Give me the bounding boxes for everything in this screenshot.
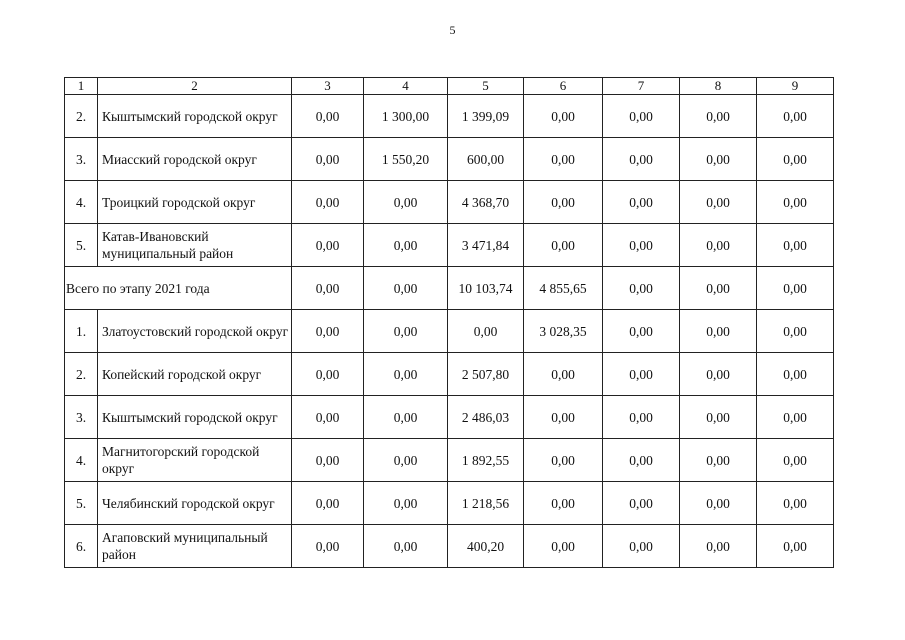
table-row [65, 310, 834, 353]
value-cell: 0,00 [757, 95, 834, 138]
table-row [65, 482, 834, 525]
municipality-name: Златоустовский городской округ [98, 310, 292, 353]
header-cell: 2 [98, 78, 292, 95]
header-cell: 7 [603, 78, 680, 95]
table-row [65, 181, 834, 224]
value-cell: 0,00 [292, 439, 364, 482]
value-cell: 10 103,74 [448, 267, 524, 310]
value-cell: 0,00 [524, 525, 603, 568]
value-cell: 1 399,09 [448, 95, 524, 138]
municipality-name: Агаповский муниципальный район [98, 525, 292, 568]
table-row [65, 95, 834, 138]
value-cell: 0,00 [292, 138, 364, 181]
header-cell: 4 [364, 78, 448, 95]
header-cell: 8 [680, 78, 757, 95]
table-row [65, 439, 834, 482]
total-row [65, 267, 834, 310]
value-cell: 0,00 [680, 353, 757, 396]
table-row [65, 224, 834, 267]
header-cell: 9 [757, 78, 834, 95]
value-cell: 4 368,70 [448, 181, 524, 224]
value-cell: 0,00 [757, 138, 834, 181]
value-cell: 0,00 [292, 353, 364, 396]
value-cell: 0,00 [292, 310, 364, 353]
header-cell: 1 [65, 78, 98, 95]
value-cell: 0,00 [603, 224, 680, 267]
row-number: 1. [65, 310, 98, 353]
header-cell: 6 [524, 78, 603, 95]
value-cell: 0,00 [448, 310, 524, 353]
value-cell: 0,00 [757, 310, 834, 353]
value-cell: 0,00 [757, 224, 834, 267]
value-cell: 0,00 [364, 439, 448, 482]
value-cell: 1 218,56 [448, 482, 524, 525]
municipality-name: Кыштымский городской округ [98, 396, 292, 439]
value-cell: 0,00 [292, 224, 364, 267]
value-cell: 0,00 [603, 95, 680, 138]
row-number: 3. [65, 138, 98, 181]
value-cell: 0,00 [757, 525, 834, 568]
funding-table [64, 77, 834, 568]
table-body [65, 78, 834, 568]
value-cell: 400,20 [448, 525, 524, 568]
value-cell: 0,00 [603, 353, 680, 396]
value-cell: 0,00 [364, 396, 448, 439]
value-cell: 0,00 [680, 310, 757, 353]
table-header-row [65, 78, 834, 95]
row-number: 3. [65, 396, 98, 439]
total-label: Всего по этапу 2021 года [65, 267, 292, 310]
page-number: 5 [449, 23, 456, 37]
row-number: 4. [65, 439, 98, 482]
value-cell: 0,00 [680, 439, 757, 482]
value-cell: 0,00 [603, 138, 680, 181]
municipality-name: Миасский городской округ [98, 138, 292, 181]
value-cell: 0,00 [680, 224, 757, 267]
value-cell: 0,00 [364, 353, 448, 396]
table-row [65, 396, 834, 439]
value-cell: 0,00 [603, 310, 680, 353]
value-cell: 0,00 [524, 181, 603, 224]
row-number: 2. [65, 95, 98, 138]
value-cell: 0,00 [680, 181, 757, 224]
value-cell: 0,00 [524, 224, 603, 267]
value-cell: 0,00 [603, 181, 680, 224]
value-cell: 1 892,55 [448, 439, 524, 482]
value-cell: 1 550,20 [364, 138, 448, 181]
value-cell: 0,00 [757, 267, 834, 310]
value-cell: 0,00 [364, 224, 448, 267]
value-cell: 0,00 [364, 181, 448, 224]
row-number: 6. [65, 525, 98, 568]
value-cell: 0,00 [524, 138, 603, 181]
table-row [65, 525, 834, 568]
municipality-name: Челябинский городской округ [98, 482, 292, 525]
value-cell: 0,00 [292, 525, 364, 568]
value-cell: 0,00 [680, 525, 757, 568]
municipality-name: Троицкий городской округ [98, 181, 292, 224]
value-cell: 0,00 [680, 138, 757, 181]
value-cell: 600,00 [448, 138, 524, 181]
value-cell: 0,00 [292, 396, 364, 439]
value-cell: 0,00 [603, 439, 680, 482]
value-cell: 0,00 [603, 525, 680, 568]
value-cell: 3 028,35 [524, 310, 603, 353]
value-cell: 0,00 [524, 396, 603, 439]
value-cell: 0,00 [680, 95, 757, 138]
value-cell: 2 507,80 [448, 353, 524, 396]
value-cell: 4 855,65 [524, 267, 603, 310]
value-cell: 0,00 [364, 525, 448, 568]
value-cell: 0,00 [757, 396, 834, 439]
value-cell: 0,00 [757, 353, 834, 396]
value-cell: 0,00 [680, 396, 757, 439]
municipality-name: Катав-Ивановский муниципальный район [98, 224, 292, 267]
value-cell: 0,00 [603, 267, 680, 310]
value-cell: 0,00 [524, 95, 603, 138]
row-number: 5. [65, 224, 98, 267]
value-cell: 0,00 [364, 310, 448, 353]
value-cell: 2 486,03 [448, 396, 524, 439]
value-cell: 0,00 [292, 267, 364, 310]
value-cell: 0,00 [757, 482, 834, 525]
value-cell: 0,00 [292, 95, 364, 138]
value-cell: 1 300,00 [364, 95, 448, 138]
table-row [65, 353, 834, 396]
value-cell: 0,00 [524, 353, 603, 396]
municipality-name: Копейский городской округ [98, 353, 292, 396]
table-row [65, 138, 834, 181]
value-cell: 0,00 [292, 181, 364, 224]
header-cell: 5 [448, 78, 524, 95]
municipality-name: Кыштымский городской округ [98, 95, 292, 138]
value-cell: 0,00 [292, 482, 364, 525]
value-cell: 0,00 [524, 439, 603, 482]
value-cell: 0,00 [603, 396, 680, 439]
value-cell: 0,00 [757, 439, 834, 482]
value-cell: 0,00 [364, 482, 448, 525]
municipality-name: Магнитогорский городской округ [98, 439, 292, 482]
value-cell: 3 471,84 [448, 224, 524, 267]
value-cell: 0,00 [524, 482, 603, 525]
row-number: 4. [65, 181, 98, 224]
row-number: 2. [65, 353, 98, 396]
value-cell: 0,00 [680, 267, 757, 310]
value-cell: 0,00 [680, 482, 757, 525]
value-cell: 0,00 [364, 267, 448, 310]
value-cell: 0,00 [757, 181, 834, 224]
value-cell: 0,00 [603, 482, 680, 525]
header-cell: 3 [292, 78, 364, 95]
row-number: 5. [65, 482, 98, 525]
